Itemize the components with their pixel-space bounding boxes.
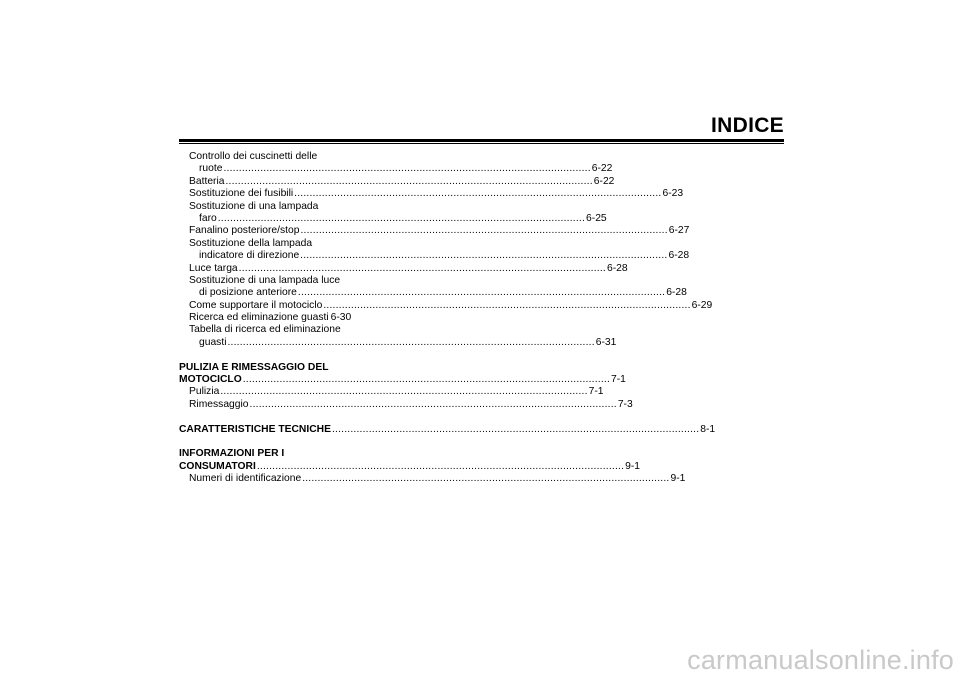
toc-entry-page: 7-1 bbox=[611, 374, 626, 386]
toc-entry-label: Tabella di ricerca ed eliminazione bbox=[189, 324, 341, 336]
toc-entry bbox=[179, 151, 351, 163]
dot-leader: ........................................................................................................................ bbox=[217, 212, 586, 224]
toc-entry-label: PULIZIA E RIMESSAGGIO DEL bbox=[179, 361, 329, 373]
header-rule bbox=[179, 139, 784, 142]
dot-leader: ........................................................................................................................ bbox=[300, 225, 668, 237]
toc-entry-label: Pulizia bbox=[189, 386, 220, 398]
toc-chapter[interactable] bbox=[179, 423, 716, 436]
dot-leader: ........................................................................................................................ bbox=[242, 374, 611, 386]
toc-entry-label: MOTOCICLO bbox=[179, 374, 242, 386]
toc-entry-page: 6-28 bbox=[666, 287, 687, 299]
toc-chapter bbox=[179, 448, 351, 460]
dot-leader: ........................................................................................................................ bbox=[323, 299, 691, 311]
toc-entry-page: 7-1 bbox=[588, 386, 604, 398]
dot-leader: ........................................................................................................................ bbox=[302, 473, 670, 485]
toc-entry-label: Controllo dei cuscinetti delle bbox=[189, 151, 318, 162]
toc-entry bbox=[179, 275, 351, 287]
toc-entry[interactable] bbox=[179, 175, 615, 188]
toc-entry-label: Fanalino posteriore/stop bbox=[189, 225, 300, 237]
toc-entry-label: Come supportare il motociclo bbox=[189, 299, 323, 311]
dot-leader: ........................................................................................................................ bbox=[331, 423, 700, 435]
toc-entry-page: 8-1 bbox=[700, 423, 716, 435]
toc-entry-label: Rimessaggio bbox=[189, 398, 249, 410]
toc-entry-label: CONSUMATORI bbox=[179, 460, 256, 472]
dot-leader: ........................................................................................................................ bbox=[300, 250, 668, 262]
toc-chapter[interactable] bbox=[179, 460, 641, 473]
toc-entry-label: Sostituzione della lampada bbox=[189, 237, 313, 249]
toc-chapter bbox=[179, 362, 351, 374]
toc-entry[interactable] bbox=[179, 250, 690, 262]
toc-entry-page: 6-31 bbox=[595, 336, 617, 348]
dot-leader: ........................................................................................................................ bbox=[249, 398, 617, 410]
toc-entry bbox=[179, 201, 351, 213]
toc-entry bbox=[179, 324, 351, 336]
toc-chapter[interactable] bbox=[179, 374, 626, 386]
toc-entry[interactable] bbox=[179, 163, 613, 175]
toc-entry-label: Sostituzione dei fusibili bbox=[189, 188, 294, 200]
dot-leader: ........................................................................................................................ bbox=[294, 188, 662, 200]
toc-spacer bbox=[179, 436, 351, 448]
toc-entry[interactable] bbox=[179, 225, 690, 237]
dot-leader: ........................................................................................................................ bbox=[220, 386, 588, 398]
toc-entry-label: Numeri di identificazione bbox=[189, 473, 302, 485]
toc-entry-label: CARATTERISTICHE TECNICHE bbox=[179, 423, 331, 435]
toc-entry[interactable] bbox=[179, 212, 607, 225]
toc-entry-page: 6-22 bbox=[591, 163, 613, 175]
page-title: INDICE bbox=[711, 114, 784, 137]
toc-entry-label: Ricerca ed eliminazione guasti bbox=[189, 312, 329, 324]
toc-entry-page: 6-27 bbox=[668, 225, 690, 237]
toc-entry-page: 7-3 bbox=[617, 398, 633, 410]
toc-entry-label: di posizione anteriore bbox=[199, 287, 297, 299]
dot-leader: ........................................................................................................................ bbox=[256, 460, 625, 472]
toc-entry-label: indicatore di direzione bbox=[199, 250, 300, 262]
toc-spacer bbox=[179, 411, 351, 423]
table-of-contents bbox=[179, 151, 716, 486]
toc-entry[interactable] bbox=[179, 299, 713, 312]
toc-entry-page: 6-25 bbox=[586, 212, 607, 224]
toc-spacer bbox=[179, 349, 351, 361]
toc-entry[interactable] bbox=[179, 398, 633, 411]
toc-entry-page: 6-28 bbox=[668, 250, 690, 262]
toc-entry[interactable] bbox=[179, 386, 604, 398]
dot-leader: ........................................................................................................................ bbox=[297, 287, 666, 299]
dot-leader: ........................................................................................................................ bbox=[227, 336, 595, 348]
header-rule-thin bbox=[179, 143, 784, 144]
dot-leader: ........................................................................................................................ bbox=[238, 262, 606, 274]
dot-leader: ........................................................................................................................ bbox=[225, 175, 593, 187]
toc-entry-page: 6-23 bbox=[662, 188, 684, 200]
toc-entry-page: 6-28 bbox=[606, 262, 628, 274]
toc-entry-label: Sostituzione di una lampada bbox=[189, 200, 319, 212]
toc-entry-label: guasti bbox=[199, 336, 227, 348]
toc-entry[interactable] bbox=[179, 262, 628, 275]
toc-entry-page: 6-30 bbox=[330, 312, 352, 324]
toc-entry[interactable] bbox=[179, 287, 687, 299]
toc-entry-label: ruote bbox=[199, 163, 223, 175]
toc-entry[interactable] bbox=[179, 336, 617, 349]
dot-leader: ........................................................................................................................ bbox=[223, 163, 591, 175]
toc-entry-page: 6-22 bbox=[593, 175, 615, 187]
toc-entry bbox=[179, 238, 351, 250]
toc-entry-label: INFORMAZIONI PER I bbox=[179, 448, 285, 460]
toc-entry-page: 9-1 bbox=[625, 460, 641, 472]
toc-entry[interactable] bbox=[179, 473, 686, 485]
toc-entry[interactable] bbox=[179, 188, 684, 200]
toc-entry-label: Batteria bbox=[189, 175, 225, 187]
watermark: carmanualsonline.info bbox=[687, 645, 954, 675]
toc-entry-page: 6-29 bbox=[691, 299, 713, 311]
toc-entry-label: Luce targa bbox=[189, 262, 238, 274]
toc-entry-page: 9-1 bbox=[670, 473, 686, 485]
toc-entry-label: Sostituzione di una lampada luce bbox=[189, 274, 341, 286]
toc-entry[interactable] bbox=[179, 312, 351, 324]
toc-entry-label: faro bbox=[199, 212, 217, 224]
